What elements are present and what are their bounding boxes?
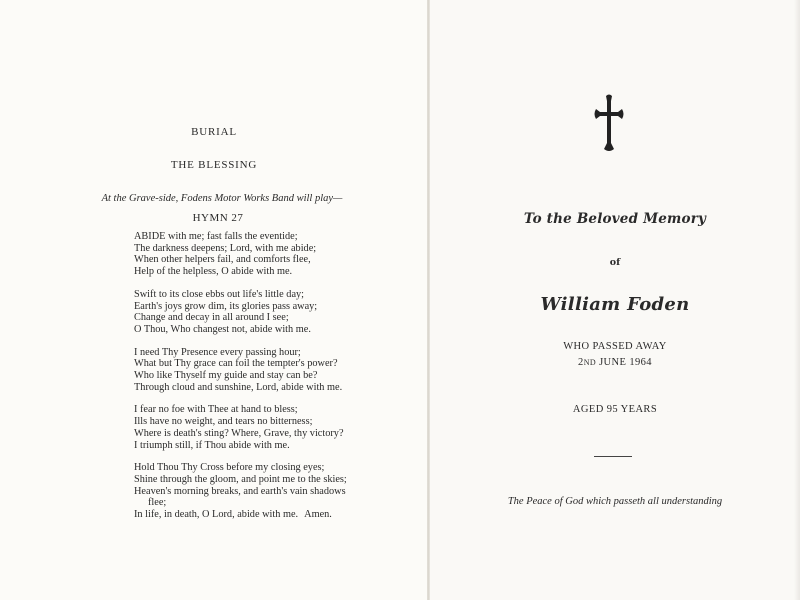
divider-rule	[594, 456, 632, 457]
hymn-line: Where is death's sting? Where, Grave, thy victory?	[134, 427, 344, 439]
hymn-line-final	[134, 509, 374, 521]
hymn-line: When other helpers fail, and comforts flee,	[134, 254, 311, 266]
hymn-line: Ills have no weight, and tears no bitterness;	[134, 416, 313, 428]
hymn-stanza-3	[134, 347, 374, 394]
hymn-line: Through cloud and sunshine, Lord, abide with me.	[134, 381, 343, 393]
hymn-line: I need Thy Presence every passing hour;	[134, 346, 301, 358]
hymn-line: Swift to its close ebbs out life's little day;	[134, 288, 305, 300]
hymn-line: I triumph still, if Thou abide with me.	[134, 439, 290, 451]
burial-heading: BURIAL	[191, 126, 237, 138]
hymn-line: What but Thy grace can foil the tempter's power?	[134, 358, 338, 370]
hymn-line: Who like Thyself my guide and stay can be?	[134, 370, 318, 382]
hymn-text	[134, 231, 374, 532]
band-instruction: At the Grave-side, Fodens Motor Works Band will play—	[101, 193, 343, 204]
blessing-heading: THE BLESSING	[170, 159, 258, 171]
hymn-stanza-5	[134, 462, 374, 521]
hymn-line: flee;	[148, 497, 167, 509]
hymn-line: Help of the helpless, O abide with me.	[134, 266, 293, 278]
date-day: 2	[578, 357, 584, 368]
amen-text: Amen.	[304, 509, 332, 521]
memorial-title: To the Beloved Memory	[523, 211, 707, 227]
peace-verse: The Peace of God which passeth all understanding	[507, 496, 723, 507]
hymn-line: I fear no foe with Thee at hand to bless;	[134, 404, 298, 416]
hymn-line: Shine through the gloom, and point me to the skies;	[134, 473, 347, 485]
cross-icon	[592, 93, 626, 153]
age-text: AGED 95 YEARS	[572, 404, 658, 415]
hymn-line-text: In life, in death, O Lord, abide with me.	[134, 509, 299, 521]
date-rest: JUNE 1964	[596, 357, 652, 368]
hymn-line: O Thou, Who changest not, abide with me.	[134, 323, 311, 335]
date-of-death	[430, 357, 800, 368]
hymn-number: HYMN 27	[192, 212, 244, 224]
hymn-stanza-2	[134, 289, 374, 336]
hymn-line: Hold Thou Thy Cross before my closing eyes;	[134, 462, 325, 474]
hymn-line: Heaven's morning breaks, and earth's vain shadows	[134, 485, 346, 497]
deceased-name: William Foden	[540, 294, 690, 315]
hymn-line: Change and decay in all around I see;	[134, 312, 289, 324]
hymn-line: The darkness deepens; Lord, with me abide;	[134, 242, 317, 254]
passed-away-text: WHO PASSED AWAY	[563, 341, 667, 352]
of-text: of	[609, 257, 621, 268]
hymn-line: Earth's joys grow dim, its glories pass away;	[134, 300, 318, 312]
date-suffix: ND	[583, 358, 597, 367]
hymn-line: ABIDE with me; fast falls the eventide;	[134, 231, 298, 242]
hymn-stanza-4	[134, 404, 374, 451]
hymn-stanza-1	[134, 231, 374, 278]
